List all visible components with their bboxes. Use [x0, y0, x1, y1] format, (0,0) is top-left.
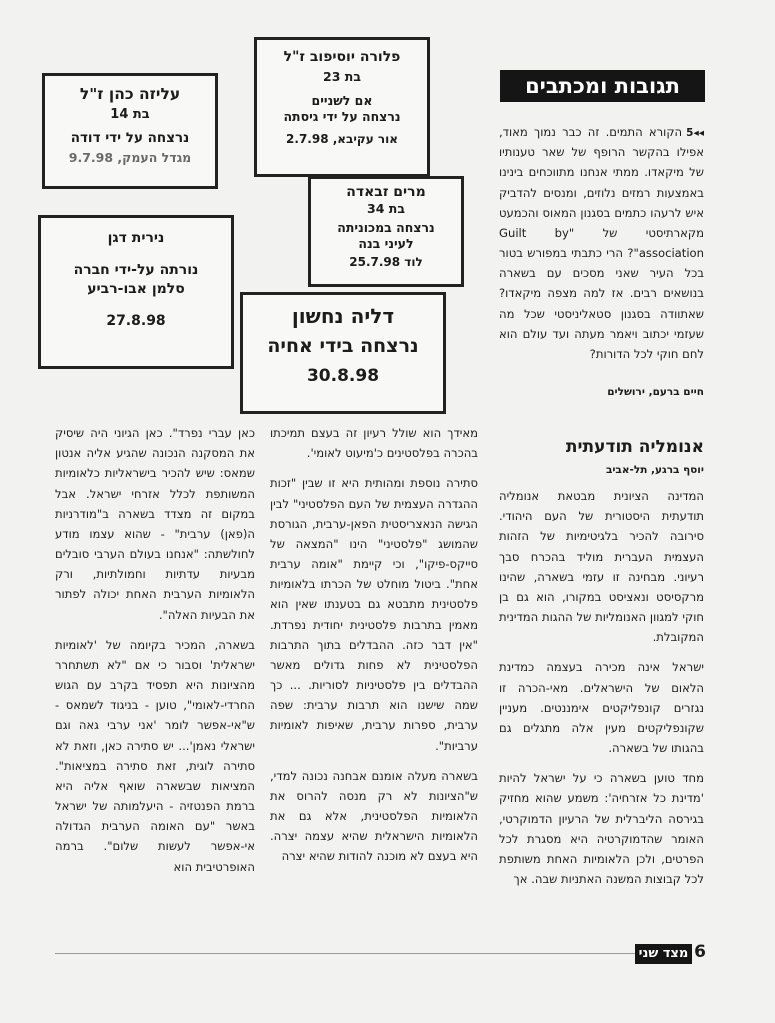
article-paragraph: בשארה, המכיר בקיומה של 'לאומיות ישראלית' וסבור כי אם "לא תשתחרר מהציונות היא תפסיד בקרב עם הגוש החרדי-לאומי", טוען - בניגוד לשמאס - ש"אי-אפשר לומר 'אני ערבי גאה וגם ישראלי נאמן'... יש סתירה כאן, וזאת לא סתירה לוגית, זאת סתירה במציאות". המציאות שבשארה שואף אליה היא ברמת הפנטזיה - היעלמותה של ישראל באשר "עם האומה הערבית הגדולה אי-אפשר לעשות שלום". ברמה האופרטיבית הוא [55, 637, 255, 874]
article-paragraph: סתירה נוספת ומהותית היא זו שבין "זכות ההגדרה העצמית של העם הפלסטיני" לבין הגישה הנאצריסטית הפאן-ערבית, הגורסת שהמושג "פלסטיני" הינו "המצאה של סייקס-פיקו", וכי קיימת "אומה ערבית אחת". ביטול מוחלט של הכרתו בלאומיות פלסטינית מתבטא גם בטענתו שאין הוא מאמין בתרבות פלסטינית יחודית נפרדת. "אין דבר כזה. ההבדלים בתוך התרבות הפלסטינית לא פחות גדולים מאשר ההבדלים בין פלסטיניות לסוריות. ... כך שמה שישנו הוא תרבות ערבית: שפה ערבית, ספרות ערבית, שאיפות לאומיות ערביות". [270, 476, 478, 753]
nirit-line1: נורתה על-ידי חברה [73, 262, 199, 278]
flora-name: פלורה יוסיפוב ז"ל [283, 49, 401, 65]
flora-line1: אם לשניים [311, 93, 373, 108]
flora-line2: נרצחה על ידי גיסתה [283, 109, 401, 124]
miriam-line1: נרצחה במכוניתה [337, 220, 435, 235]
dalia-name: דליה נחשון [291, 304, 395, 328]
aliza-place-date: מגדל העמק, 9.7.98 [68, 150, 192, 165]
page-number: 6 [694, 942, 706, 962]
notice-box-flora [254, 37, 430, 177]
notice-box-dalia [240, 292, 446, 414]
footer-rule [55, 953, 635, 954]
article-paragraph: כאן עברי נפרד". כאן הגיוני היה שיסיק את המסקנה הנכונה שהגיע אליה אנטון שמאס: שיש להכיר בישראליות כלאומיות המשותפת לכלל אזרחי ישראל. אבל במקום זה מצדד בשארה ב"מודרניות ה(פאן) ערבית" - שהוא עצמו מודע לחולשתה: "אנחנו בעולם הערבי סובלים מבעיות עדתיות וחמולתיות, ורק הלאומיות הערבית האחת יכולה לפתור את הבעיות האלה". [55, 426, 255, 622]
notice-box-nirit [38, 215, 234, 369]
article-byline: יוסף ברגע, תל-אביב [605, 464, 704, 476]
dalia-desc: נרצחה בידי אחיה [267, 335, 419, 357]
section-title-banner [500, 70, 705, 102]
flora-place-date: אור עקיבא, 2.7.98 [286, 132, 398, 146]
article-paragraph: מחד טוען בשארה כי על ישראל להיות 'מדינת כל אזרחיה': משמע שהוא מחזיק בגירסה הליברלית של הרעיון הדמוקרטי, האומר שהדמוקרטיה היא מסגרת לכל הפרטים, ולכן הלאומיות האחת משותפת לכל קבוצות המשנה האתניות שבה. אך [499, 771, 704, 887]
letter1-body: הקורא התמים. זה כבר נמוך מאוד, אפילו בהקשר הרופף של שאר טענותיו של מיקאדו. ממתי אנחנו מתווכחים בינינו באמצעות רמזים נלוזים, ומנסים להדביק איש לרעהו כתמים בסגנון המאוס והכמעט מקארתיסטי של "Guilt by association"? הרי כתבתי במפורש בטור בכל העיר שאני מסכים עם בשארה בנושאים רבים. אז למה מצפה מיקאדו? שאתוודה בסגנון סטאליניסטי שכל מה שעזמי יכתוב ויאמר מעתה ועד עולם הוא לחם חוקי לכל הדורות? [499, 125, 704, 361]
article-column-right [499, 486, 704, 899]
article-column-left [55, 423, 255, 887]
nirit-line2: סלמן אבו-רביע [87, 281, 185, 297]
miriam-place-date: לוד 25.7.98 [349, 255, 423, 269]
miriam-line2: לעיני בנה [358, 236, 414, 251]
article-paragraph: מאידך הוא שולל רעיון זה בעצם תמיכתו בהכרה בפלסטינים כ'מיעוט לאומי'. [270, 426, 478, 461]
dalia-date: 30.8.98 [306, 366, 380, 386]
article-paragraph: ישראל אינה מכירה בעצמה כמדינת הלאום של הישראלים. מאי-הכרה זו נגזרים קונפליקטים אימננטים. מעניין שקונפליקטים מעין אלה מתגלים גם בהגותו של בשארה. [499, 660, 704, 756]
nirit-date: 27.8.98 [106, 313, 166, 329]
article-paragraph: בשארה מעלה אומנם אבחנה נכונה למדי, ש"הציונות לא רק מנסה להרוס את הלאומיות הפלסטינית, אלא גם את הלאומיות הישראלית שהיא עצמה יצרה. היא בעצם לא מוכנה להודות שהיא יצרה [270, 768, 478, 864]
letter1-signature: חיים ברעם, ירושלים [607, 386, 704, 398]
nirit-name: נירית דגן [107, 230, 165, 246]
article-title: אנומליה תודעתית [565, 437, 704, 457]
notice-box-aliza [42, 73, 218, 189]
aliza-name: עליזה כהן ז"ל [79, 85, 181, 103]
aliza-age: בת 14 [110, 107, 150, 122]
miriam-age: בת 34 [367, 201, 405, 216]
section-title: תגובות ומכתבים [525, 74, 680, 98]
miriam-name: מרים זבאדה [346, 184, 426, 200]
flora-age: בת 23 [323, 69, 361, 84]
notice-box-miriam [308, 176, 464, 287]
aliza-desc: נרצחה על ידי דודה [70, 130, 190, 146]
letter-continuation-marker: ◂◂5 [686, 127, 704, 139]
letter1-block [499, 122, 704, 364]
article-column-middle [270, 423, 478, 877]
article-paragraph: המדינה הציונית מבטאת אנומליה תודעתית היסטורית של העם היהודי. סירובה להכיר בלגיטימיות של הזהות העצמית העברית מוליד בהכרח סבך רעיוני. מבחינה זו עזמי בשארה, שהינו מרקסיסט ונאציסט במקורו, הוא גם בן חוקי למגוון האנומליות של ההגות המדינית המקובלת. [499, 489, 704, 645]
publication-banner [635, 944, 692, 964]
publication-name: מצד שני [638, 946, 689, 961]
